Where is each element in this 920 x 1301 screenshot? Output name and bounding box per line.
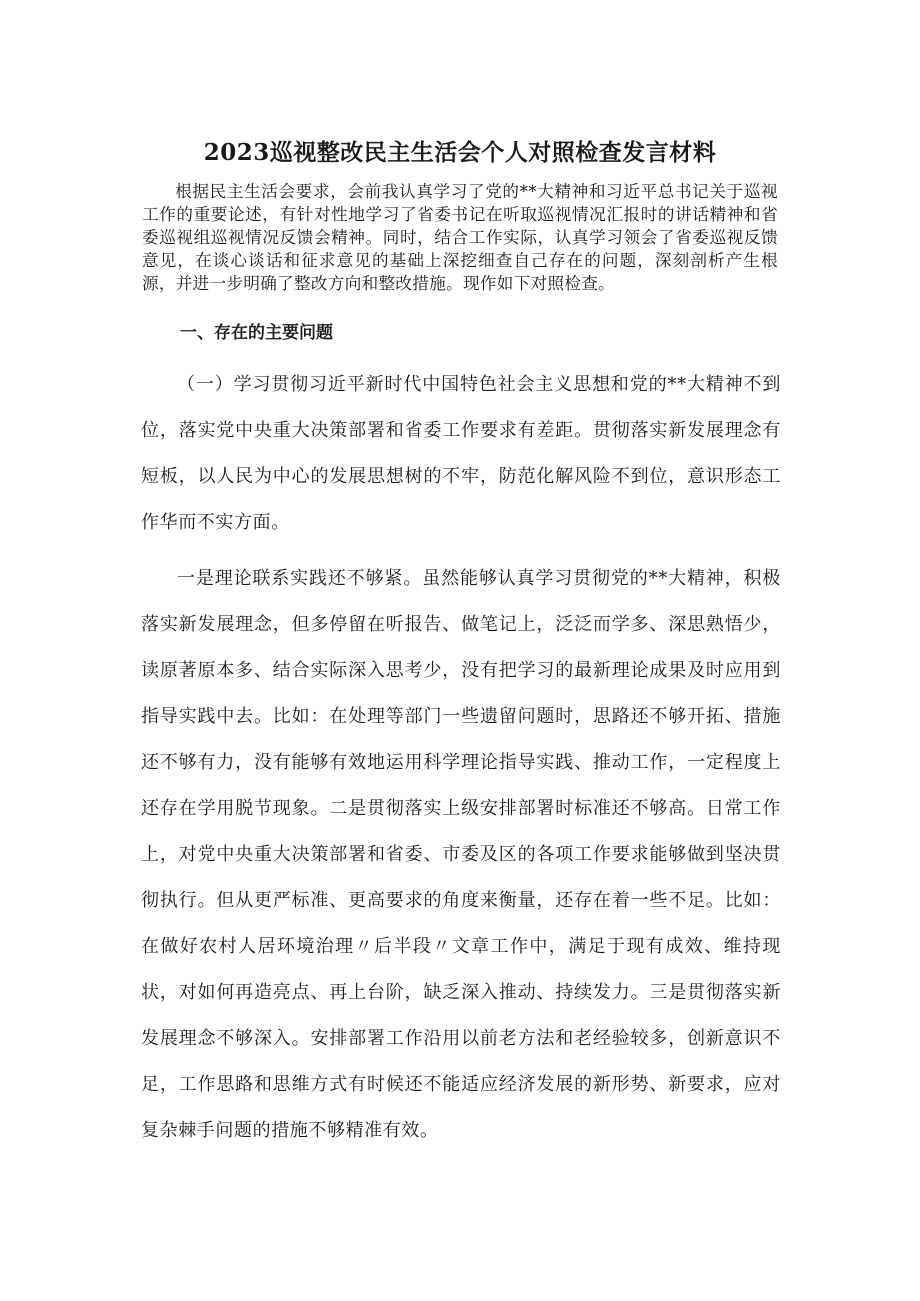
section-heading: 一、存在的主要问题 [180, 323, 333, 343]
body-paragraph-2: 一是理论联系实践还不够紧。虽然能够认真学习贯彻党的**大精神，积极落实新发展理念，但多停留在听报告、做笔记上，泛泛而学多、深思熟悟少，读原著原本多、结合实际深入思考少，没有把学习的最新理论成果及时应用到指导实践中去。比如：在处理等部门一些遗留问题时，思路还不够开拓、措施还不够有力，没有能够有效地运用科学理论指导实践、推动工作，一定程度上还存在学用脱节现象。二是贯彻落实上级安排部署时标准还不够高。日常工作上，对党中央重大决策部署和省委、市委及区的各项工作要求能够做到坚决贯彻执行。但从更严标准、更高要求的角度来衡量，还存在着一些不足。比如：在做好农村人居环境治理〃后半段〃文章工作中，满足于现有成效、维持现状，对如何再造亮点、再上台阶，缺乏深入推动、持续发力。三是贯彻落实新发展理念不够深入。安排部署工作沿用以前老方法和老经验较多，创新意识不足，工作思路和思维方式有时候还不能适应经济发展的新形势、新要求，应对复杂棘手问题的措施不够精准有效。 [141, 568, 781, 1141]
body-paragraph-1: （一）学习贯彻习近平新时代中国特色社会主义思想和党的**大精神不到位，落实党中央重大决策部署和省委工作要求有差距。贯彻落实新发展理念有短板，以人民为中心的发展思想树的不牢，防范化解风险不到位，意识形态工作华而不实方面。 [141, 374, 781, 533]
document-title: 2023巡视整改民主生活会个人对照检查发言材料 [203, 139, 717, 167]
intro-paragraph: 根据民主生活会要求，会前我认真学习了党的**大精神和习近平总书记关于巡视工作的重要论述，有针对性地学习了省委书记在听取巡视情况汇报时的讲话精神和省委巡视组巡视情况反馈会精神。同时，结合工作实际，认真学习领会了省委巡视反馈意见，在谈心谈话和征求意见的基础上深挖细查自己存在的问题，深刻剖析产生根源，并进一步明确了整改方向和整改措施。现作如下对照检查。 [142, 182, 778, 293]
